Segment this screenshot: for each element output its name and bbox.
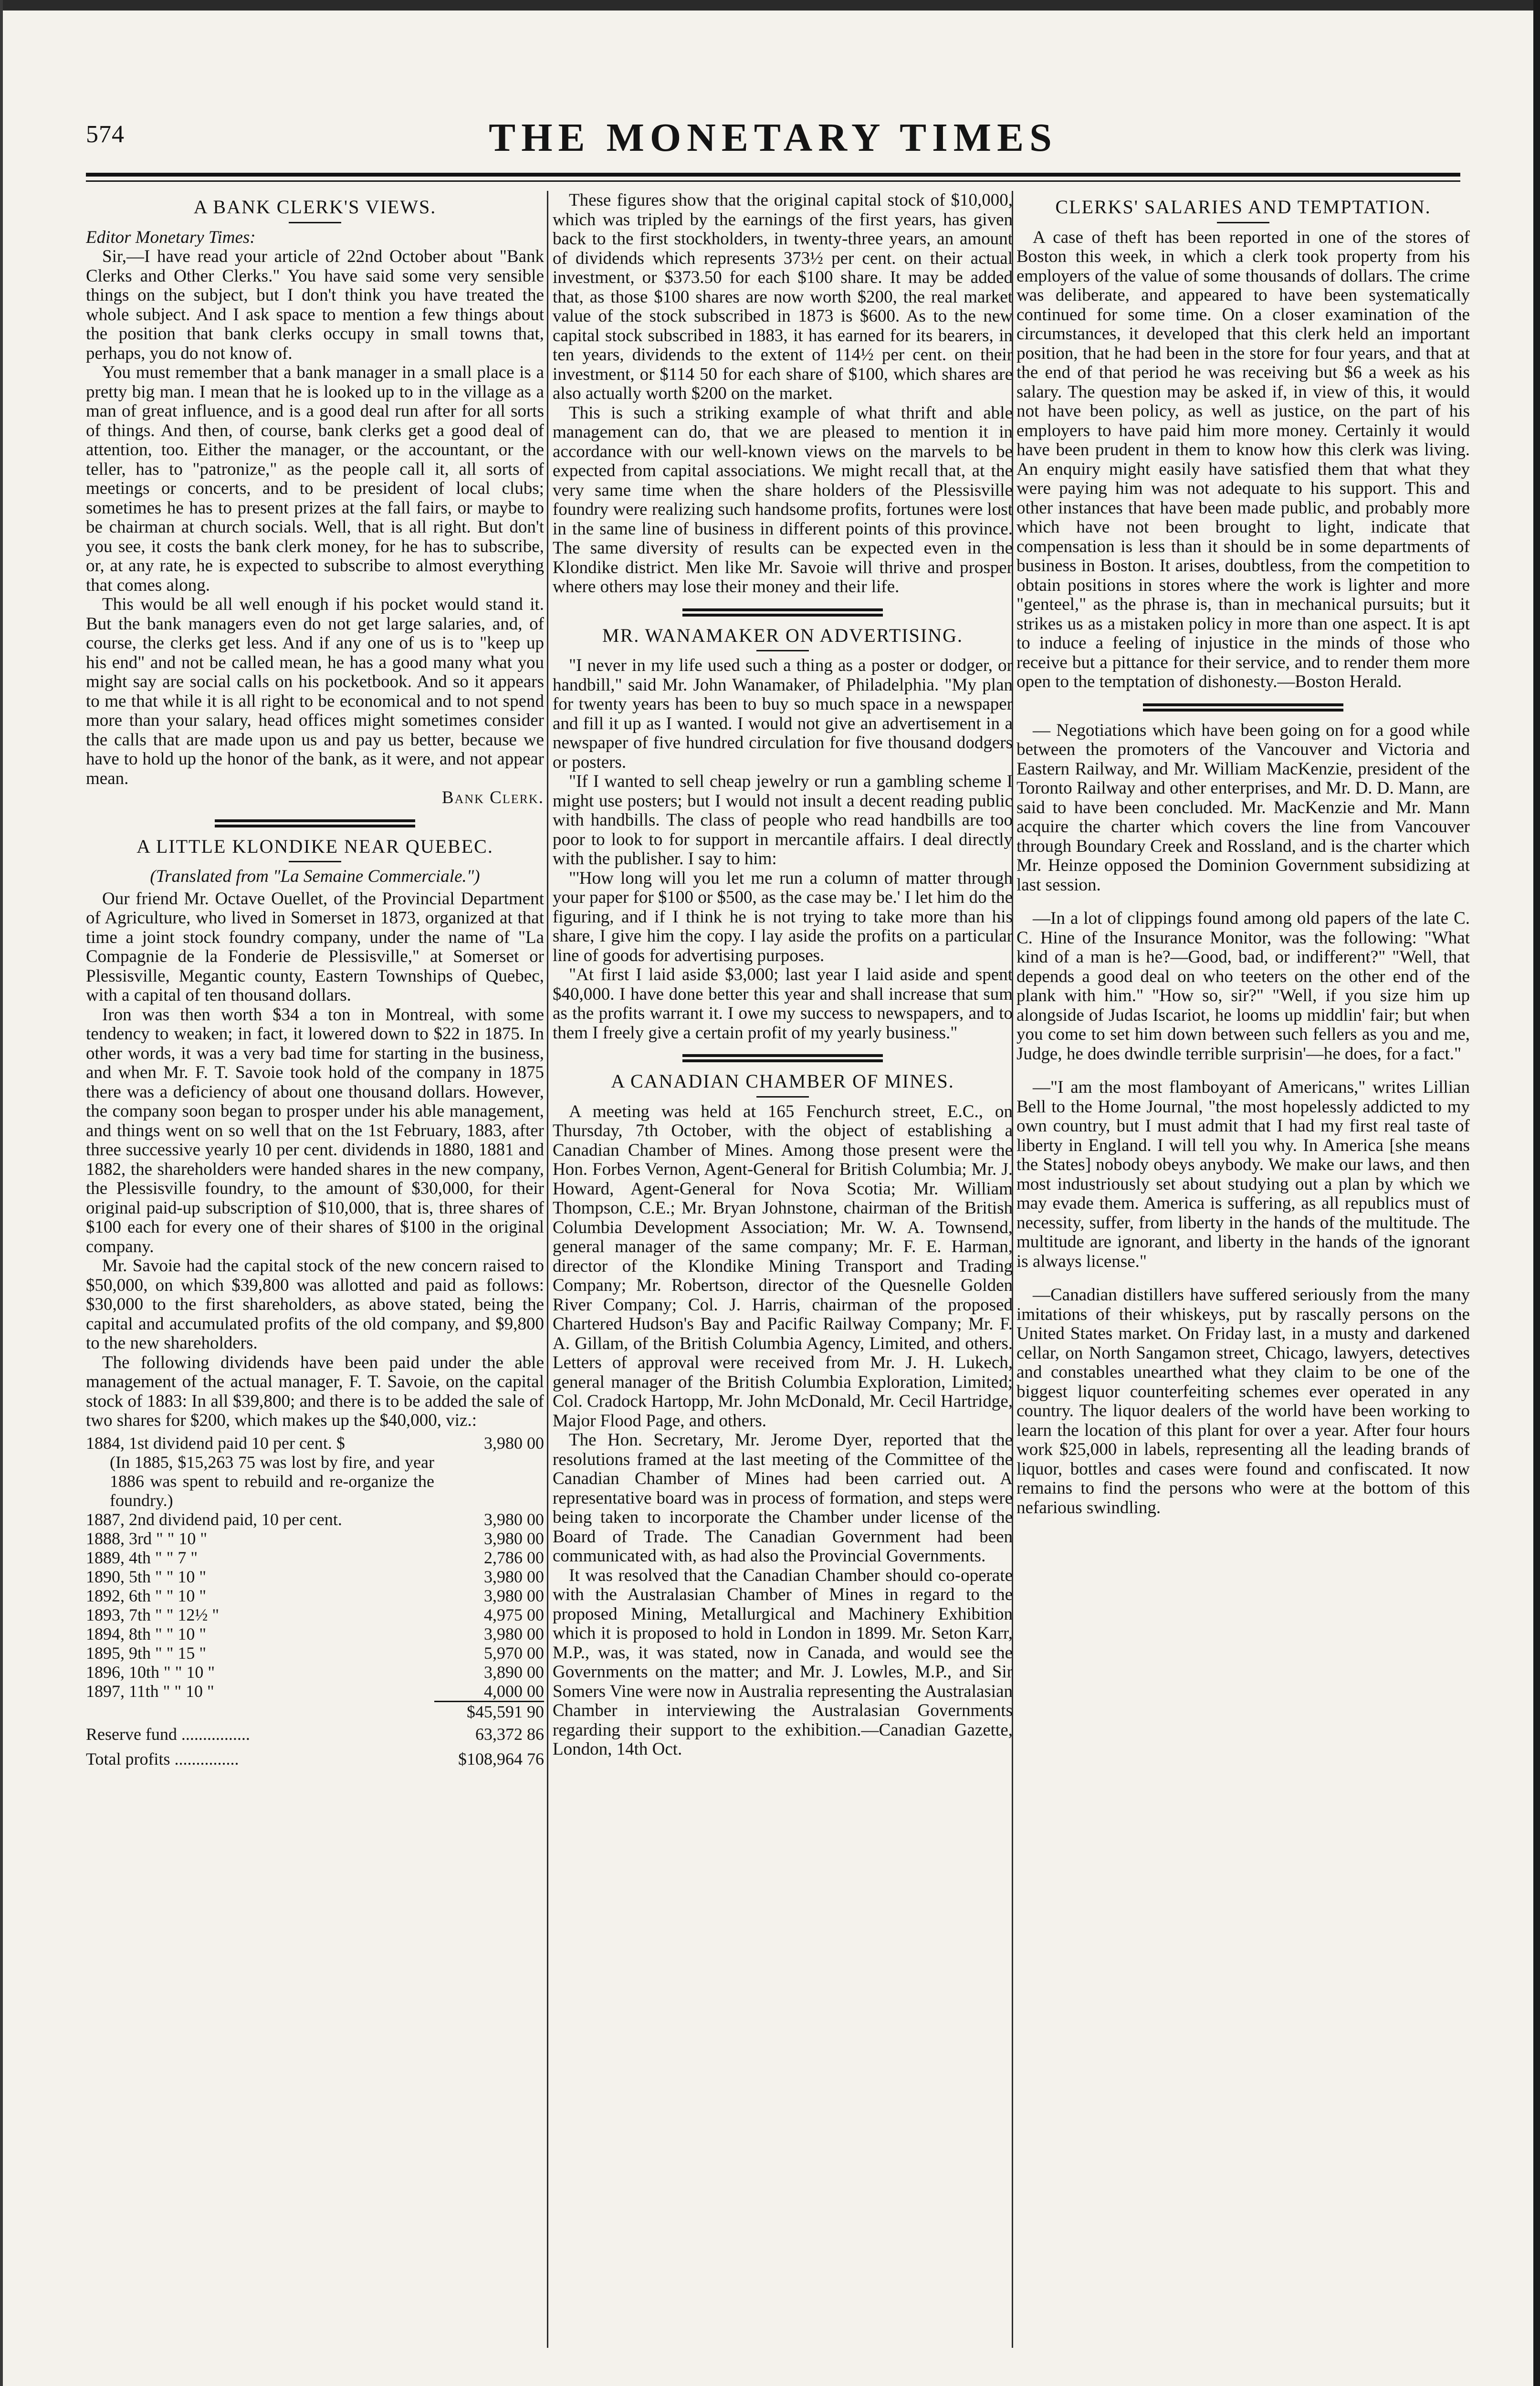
short-rule [756, 1096, 809, 1098]
dividend-amount: 3,980 00 [484, 1509, 544, 1529]
paper-title: THE MONETARY TIMES [489, 115, 1058, 160]
paragraph: The Hon. Secretary, Mr. Jerome Dyer, reported that the resolutions framed at the last meeting of the Committee of the Canadian Chamber of Mines had been carried out. A representative board was in process of formation, and steps were being taken to incorporate the Chamber under license of the Board of Trade. The Canadian Government had been communicated with, as had also the Provincial Governments. [553, 1430, 1013, 1566]
article-bank-clerk [86, 198, 544, 808]
dividend-label: 1896, 10th " " 10 " [86, 1662, 215, 1682]
page-edge-right [1533, 0, 1540, 2386]
dividend-amount: 2,786 00 [484, 1548, 544, 1567]
reserve-amount: 63,372 86 [475, 1724, 544, 1744]
dividend-amount: 4,975 00 [484, 1605, 544, 1624]
article-heading: MR. WANAMAKER ON ADVERTISING. [602, 624, 963, 646]
paragraph: "I never in my life used such a thing as a poster or dodger, or handbill," said Mr. John Wanamaker, of Philadelphia. "My plan for twenty years has been to buy so much space in a newspaper and fill it up as I wanted. I would not give an advertisement in a newspaper of five hundred circulation for five thousand dodgers or posters. [553, 656, 1013, 772]
paragraph: A meeting was held at 165 Fenchurch street, E.C., on Thursday, 7th October, with the object of establishing a Canadian Chamber of Mines. Among those present were the Hon. Forbes Vernon, Agent-General for British Columbia; Mr. J. Howard, Agent-General for Nova Scotia; Mr. William Thompson, C.E.; Mr. Bryan Johnstone, chairman of the British Columbia Development Association; Mr. W. A. Townsend, general manager of the same company; Mr. F. E. Harman, director of the Klondike Mining Transport and Trading Company; Mr. Robertson, director of the Quesnelle Golden River Company; Col. J. Harris, chairman of the proposed Chartered Hudson's Bay and Pacific Railway Company; Mr. F. A. Gillam, of the British Columbia Agency, Limited, and others. Letters of approval were received from Mr. J. H. Lukech, general manager of the British Columbia Exploration, Limited; Col. Cradock Hartopp, Mr. John McDonald, Mr. Cecil Hartridge, Major Flood Page, and others. [553, 1101, 1013, 1431]
article-heading: A CANADIAN CHAMBER OF MINES. [611, 1070, 954, 1092]
paragraph: Mr. Savoie had the capital stock of the new concern raised to $50,000, on which $39,800 was allotted and paid as follows: $30,000 to the first shareholders, as above stated, being the capital and accumulated profits of the old company, and $9,800 to the new shareholders. [86, 1256, 544, 1353]
dividend-amount: 4,000 00 [484, 1681, 544, 1701]
masthead [86, 115, 1460, 172]
paragraph: This is such a striking example of what thrift and able management can do, that we are pleased to mention it in accordance with our well-known views on the marvels to be expected from capital associations. We might recall that, at the very same time when the share holders of the Plessisville foundry were realizing such handsome profits, fortunes were lost in the same line of business in different points of this province. The same diversity of results can be expected even in the Klondike district. Men like Mr. Savoie will thrive and prosper where others may lose their money and their life. [553, 403, 1013, 596]
totals-block [86, 1724, 544, 1769]
paragraph: Sir,—I have read your article of 22nd October about "Bank Clerks and Other Clerks." You have said some very sensible things on the subject, but I don't think you have treated the whole subject. And I ask space to mention a few things about the position that bank clerks occupy in small towns that, perhaps, you do not know of. [86, 247, 544, 363]
short-rule [1217, 222, 1269, 223]
dividend-label: 1897, 11th " " 10 " [86, 1681, 214, 1701]
dividend-amount [434, 1453, 544, 1510]
paragraph: It was resolved that the Canadian Chamber should co-operate with the Australasian Chamber of Mines in regard to the proposed Mining, Metallurgical and Machinery Exhibition which it is proposed to hold in London in 1899. Mr. Seton Karr, M.P., was, it was stated, now in Canada, and would see the Governments on the matter; and Mr. J. Lowles, M.P., and Sir Somers Vine were now in Australia representing the Australasian Chamber in interviewing the Australasian Governments regarding their support to the exhibition.—Canadian Gazette, London, 14th Oct. [553, 1565, 1013, 1759]
page-number: 574 [86, 121, 125, 148]
editor-line: Editor Monetary Times: [86, 227, 256, 247]
masthead-rule-thin [86, 180, 1460, 182]
page-edge-top [0, 0, 1540, 10]
table-row [86, 1567, 544, 1586]
short-rule [289, 861, 341, 862]
dividend-label: 1884, 1st dividend paid 10 per cent. $ [86, 1433, 345, 1453]
page-edge-left [0, 0, 3, 2386]
short-rule [289, 222, 341, 223]
table-row [86, 1605, 544, 1624]
dividend-label: 1895, 9th " " 15 " [86, 1643, 207, 1663]
subtotal-row [86, 1701, 544, 1721]
section-divider [1143, 703, 1343, 712]
subtotal-amount: $45,591 90 [434, 1701, 544, 1721]
table-row [86, 1434, 544, 1453]
news-item: —Canadian distillers have suffered seriously from the many imitations of their whiskeys, put by rascally persons on the United States market. On Friday last, in a musty and darkened cellar, on North Sangamon street, Chicago, lawyers, detectives and constables unearthed what they claim to be one of the biggest liquor counterfeiting schemes ever operated in any country. The liquor dealers of the world have been working to learn the location of this plant for over a year. After four hours work $25,000 in labels, representing all the leading brands of liquor, bottles and cases were found and confiscated. It now remains to find the persons who were at the bottom of this nefarious swindling. [1016, 1285, 1470, 1517]
dividend-label: 1892, 6th " " 10 " [86, 1586, 207, 1605]
paragraph: A case of theft has been reported in one of the stores of Boston this week, in which a clerk took property from his employers of the value of some thousands of dollars. The crime was deliberate, and appeared to have been systematically continued for some time. On a closer examination of the circumstances, it developed that this clerk held an important position, that he had been in the store for four years, and that at the end of that period he was receiving but $6 a week as his salary. The question may be asked if, in view of this, it would not have been policy, as well as justice, on the part of his employers to have paid him more money. Certainly it would have been prudent in them to know how this clerk was living. An enquiry might easily have satisfied them that what they were paying him was not adequate to his support. This and other instances that have been made public, and probably more which have not been brought to light, indicate that compensation is less than it should be in some departments of business in Boston. It arises, doubtless, from the competition to obtain positions in stores where the work is lighter and more "genteel," as the phrase is, than in mechanical pursuits; but it strikes us as a mistaken policy in more than one aspect. It is apt to induce a feeling of injustice in the minds of those who receive but a pittance for their service, and to render them more open to the temptation of dishonesty.—Boston Herald. [1016, 227, 1470, 691]
dividend-amount: 3,890 00 [484, 1662, 544, 1682]
table-row [86, 1663, 544, 1682]
article-heading: CLERKS' SALARIES AND TEMPTATION. [1055, 196, 1431, 218]
table-row [86, 1453, 544, 1510]
paragraph: Our friend Mr. Octave Ouellet, of the Provincial Department of Agriculture, who lived in Somerset in 1873, organized at that time a joint stock foundry company, under the name of "La Compagnie de la Fonderie de Plessisville," at Somerset or Plessisville, Megantic county, Eastern Townships of Quebec, with a capital of ten thousand dollars. [86, 889, 544, 1005]
dividend-amount: 3,980 00 [484, 1433, 544, 1453]
dividend-label: 1888, 3rd " " 10 " [86, 1528, 208, 1548]
dividend-label: 1890, 5th " " 10 " [86, 1567, 207, 1586]
paragraph: You must remember that a bank manager in a small place is a pretty big man. I mean that he is looked up to in the village as a man of great influence, and is a good deal run after for all sorts of things. And then, of course, bank clerks get a good deal of attention, too. Either the manager, or the accountant, or the teller, has to "patronize," as the people call it, all sorts of meetings or concerts, and to be president of local clubs; sometimes he has to present prizes at the fall fairs, or maybe to be chairman at church socials. Well, that is all right. But don't you see, it costs the bank clerk money, for he has to subscribe, or, at any rate, he is expected to subscribe to almost everything that comes along. [86, 363, 544, 595]
paragraph: The following dividends have been paid under the able management of the actual manager, F. T. Savoie, on the capital stock of 1883: In all $39,800; and there is to be added the sale of two shares for $200, which makes up the $40,000, viz.: [86, 1352, 544, 1430]
article-subheading: (Translated from "La Semaine Commerciale.") [150, 867, 480, 886]
table-row [86, 1529, 544, 1548]
dividend-label: 1894, 8th " " 10 " [86, 1624, 207, 1643]
dividend-note: (In 1885, $15,263 75 was lost by fire, and year 1886 was spent to rebuild and re-organize the foundry.) [110, 1452, 434, 1510]
article-chamber [553, 1072, 1013, 1759]
paragraph: "At first I laid aside $3,000; last year I laid aside and spent $40,000. I have done better this year and shall increase that sum as the profits warrant it. I owe my success to newspapers, and to them I freely give a certain profit of my yearly business." [553, 965, 1013, 1043]
paragraph: Iron was then worth $34 a ton in Montreal, with some tendency to weaken; in fact, it lowered down to $22 in 1875. In other words, it was a very bad time for starting in the business, and when Mr. F. T. Savoie took hold of the company in 1875 there was a deficiency of about one thousand dollars. However, the company soon began to prosper under his able management, and things went on so well that on the 1st February, 1883, after three successive yearly 10 per cent. dividends in 1880, 1881 and 1882, the shareholders were handed shares in the new company, the Plessisville foundry, to the amount of $30,000, for their original paid-up subscription of $10,000, that is, three shares of $100 each for every one of their shares of $100 in the original company. [86, 1005, 544, 1256]
table-row [86, 1624, 544, 1643]
table-row [86, 1586, 544, 1605]
dividend-amount: 3,980 00 [484, 1567, 544, 1586]
section-divider [682, 608, 883, 617]
dividend-amount: 3,980 00 [484, 1624, 544, 1643]
reserve-row [86, 1724, 544, 1744]
news-item: —In a lot of clippings found among old papers of the late C. C. Hine of the Insurance Monitor, was the following: "What kind of a man is he?—Good, bad, or indifferent?" "Well, that depends a good deal on who teeters on the other end of the plank with him." "How so, sir?" "Well, if you size him up alongside of Judas Iscariot, he looms up middlin' fair; but when you come to set him down between such fellers as you and me, Judge, he does dwindle terrible surprisin'—he does, for a fact." [1016, 909, 1470, 1064]
dividends-table [86, 1434, 544, 1721]
article-heading: A BANK CLERK'S VIEWS. [193, 196, 437, 218]
dividend-label: 1893, 7th " " 12½ " [86, 1605, 220, 1624]
total-amount: $108,964 76 [458, 1749, 544, 1769]
paragraph: These figures show that the original capital stock of $10,000, which was tripled by the earnings of the first years, has given back to the first stockholders, in twenty-three years, an amount of dividends which represents 373½ per cent. on their actual investment, or $373.50 for each $100 share. It may be added that, as those $100 shares are now worth $200, the real market value of the stock subscribed in 1873 is $600. As to the new capital stock subscribed in 1883, it has earned for its bearers, in ten years, dividends to the extent of 114½ per cent. on their investment, or $114 50 for each share of $100, which shares are also actually worth $200 on the market. [553, 191, 1013, 403]
column-2 [553, 191, 1013, 2367]
paragraph: "'How long will you let me run a column of matter through your paper for $100 or $500, as the case may be.' I let him do the figuring, and if I think he is not trying to take more than his share, I give him the copy. I lay aside the profits on a particular line of goods for advertising purposes. [553, 868, 1013, 965]
column-3 [1016, 191, 1470, 2367]
dividend-amount: 3,980 00 [484, 1528, 544, 1548]
short-rule [756, 650, 809, 651]
dividend-amount: 3,980 00 [484, 1586, 544, 1605]
signature: Bank Clerk. [441, 788, 544, 807]
article-wanamaker [553, 626, 1013, 1043]
article-heading: A LITTLE KLONDIKE NEAR QUEBEC. [136, 835, 493, 857]
table-row [86, 1682, 544, 1702]
section-divider [215, 819, 415, 827]
article-klondike [86, 837, 544, 1769]
paragraph: "If I wanted to sell cheap jewelry or run a gambling scheme I might use posters; but I would not insult a decent reading public with handbills. The class of people who read handbills are too poor to look to for support in mercantile affairs. I deal directly with the publisher. I say to him: [553, 772, 1013, 869]
reserve-label: Reserve fund ................ [86, 1724, 250, 1744]
news-items [1016, 721, 1470, 1518]
dividend-label: 1889, 4th " " 7 " [86, 1548, 198, 1567]
table-row [86, 1643, 544, 1663]
dividend-label: 1887, 2nd dividend paid, 10 per cent. [86, 1509, 342, 1529]
table-row [86, 1548, 544, 1567]
column-1 [86, 191, 544, 2367]
column-divider [547, 191, 548, 2348]
total-row [86, 1749, 544, 1769]
dividend-amount: 5,970 00 [484, 1643, 544, 1663]
masthead-rule [86, 173, 1460, 177]
news-item: — Negotiations which have been going on for a good while between the promoters of the Vancouver and Victoria and Eastern Railway, and Mr. William MacKenzie, president of the Toronto Railway and other enterprises, and Mr. D. D. Mann, are said to have been concluded. Mr. MacKenzie and Mr. Mann acquire the charter which covers the line from Vancouver through Boundary Creek and Rossland, and is the charter which Mr. Heinze opposed the Dominion Government subsidizing at last session. [1016, 720, 1470, 895]
table-row [86, 1510, 544, 1529]
article-clerks [1016, 198, 1470, 692]
total-label: Total profits ............... [86, 1749, 239, 1769]
paragraph: This would be all well enough if his pocket would stand it. But the bank managers even do not get large salaries, and, of course, the clerks get less. And if any one of us is to "keep up his end" and not be called mean, he has a good many what you might say are social calls on his pocketbook. And so it appears to me that while it is all right to be economical and to not spend more than your salary, head offices might sometimes consider the calls that are made upon us and pay us better, because we have to hold up the honor of the bank, as it were, and not appear mean. [86, 595, 544, 788]
section-divider [682, 1054, 883, 1062]
news-item: —"I am the most flamboyant of Americans," writes Lillian Bell to the Home Journal, "the most hopelessly addicted to my own country, but I must admit that I had my first real taste of liberty in England. I will tell you why. In America [she means the States] nobody obeys anybody. We make our laws, and then most industriously set about studying out a plan by which we may evade them. America is suffering, as all republics must of necessity, suffer, from liberty in the hands of the multitude. The multitude are ignorant, and liberty in the hands of the ignorant is always license." [1016, 1078, 1470, 1271]
